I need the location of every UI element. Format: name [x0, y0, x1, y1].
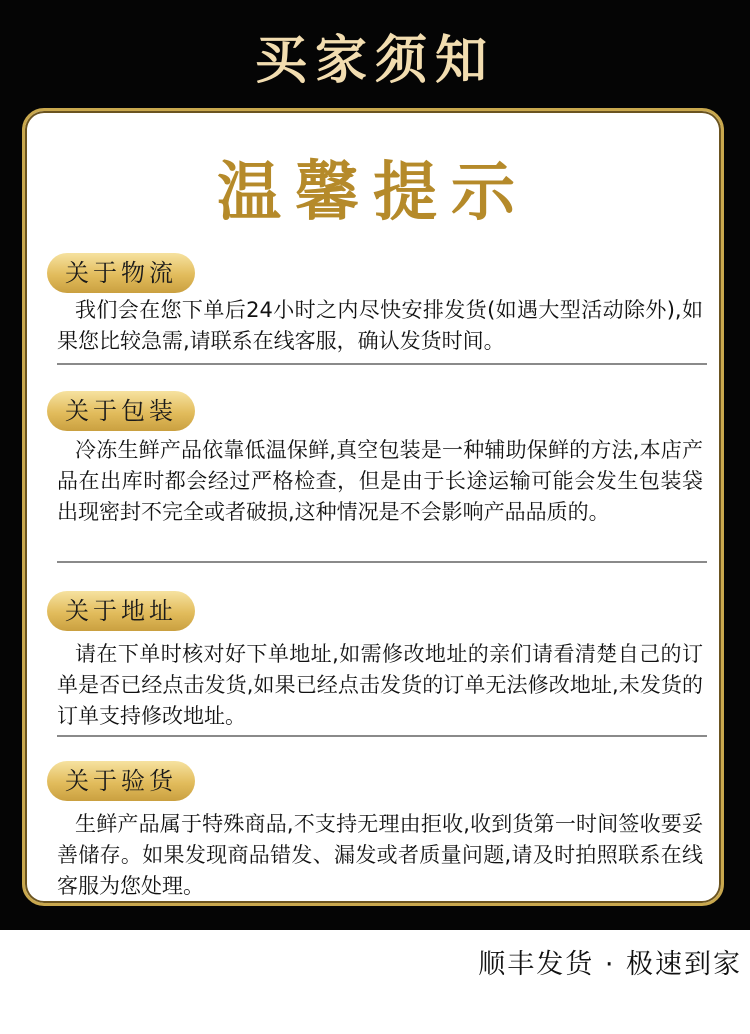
notice-card: [22, 108, 724, 906]
section-body-text: 冷冻生鲜产品依靠低温保鲜,真空包装是一种辅助保鲜的方法,本店产品在出库时都会经过严格检查，但是由于长途运输可能会发生包装袋出现密封不完全或者破损,这种情况是不会影响产品品质的。: [57, 438, 703, 524]
section-divider: [57, 561, 707, 563]
section-body-text: 我们会在您下单后24小时之内尽快安排发货(如遇大型活动除外),如果您比较急需,请联系在线客服，确认发货时间。: [57, 298, 703, 353]
page-title: 买家须知: [254, 30, 495, 91]
card-title: 温馨提示: [217, 155, 529, 230]
section-heading-pill: 关于地址: [47, 591, 195, 631]
section-divider: [57, 363, 707, 365]
section-body-text: 请在下单时核对好下单地址,如需修改地址的亲们请看清楚自己的订单是否已经点击发货,如果已经点击发货的订单无法修改地址,未发货的订单支持修改地址。: [57, 642, 703, 728]
section-heading-pill: 关于物流: [47, 253, 195, 293]
section-divider: [57, 735, 707, 737]
section-heading-pill: 关于包装: [47, 391, 195, 431]
footer-slogan: 顺丰发货 · 极速到家: [478, 949, 742, 980]
section-heading-pill: 关于验货: [47, 761, 195, 801]
section-body-text: 生鲜产品属于特殊商品,不支持无理由拒收,收到货第一时间签收要妥善储存。如果发现商品错发、漏发或者质量问题,请及时拍照联系在线客服为您处理。: [57, 812, 703, 898]
